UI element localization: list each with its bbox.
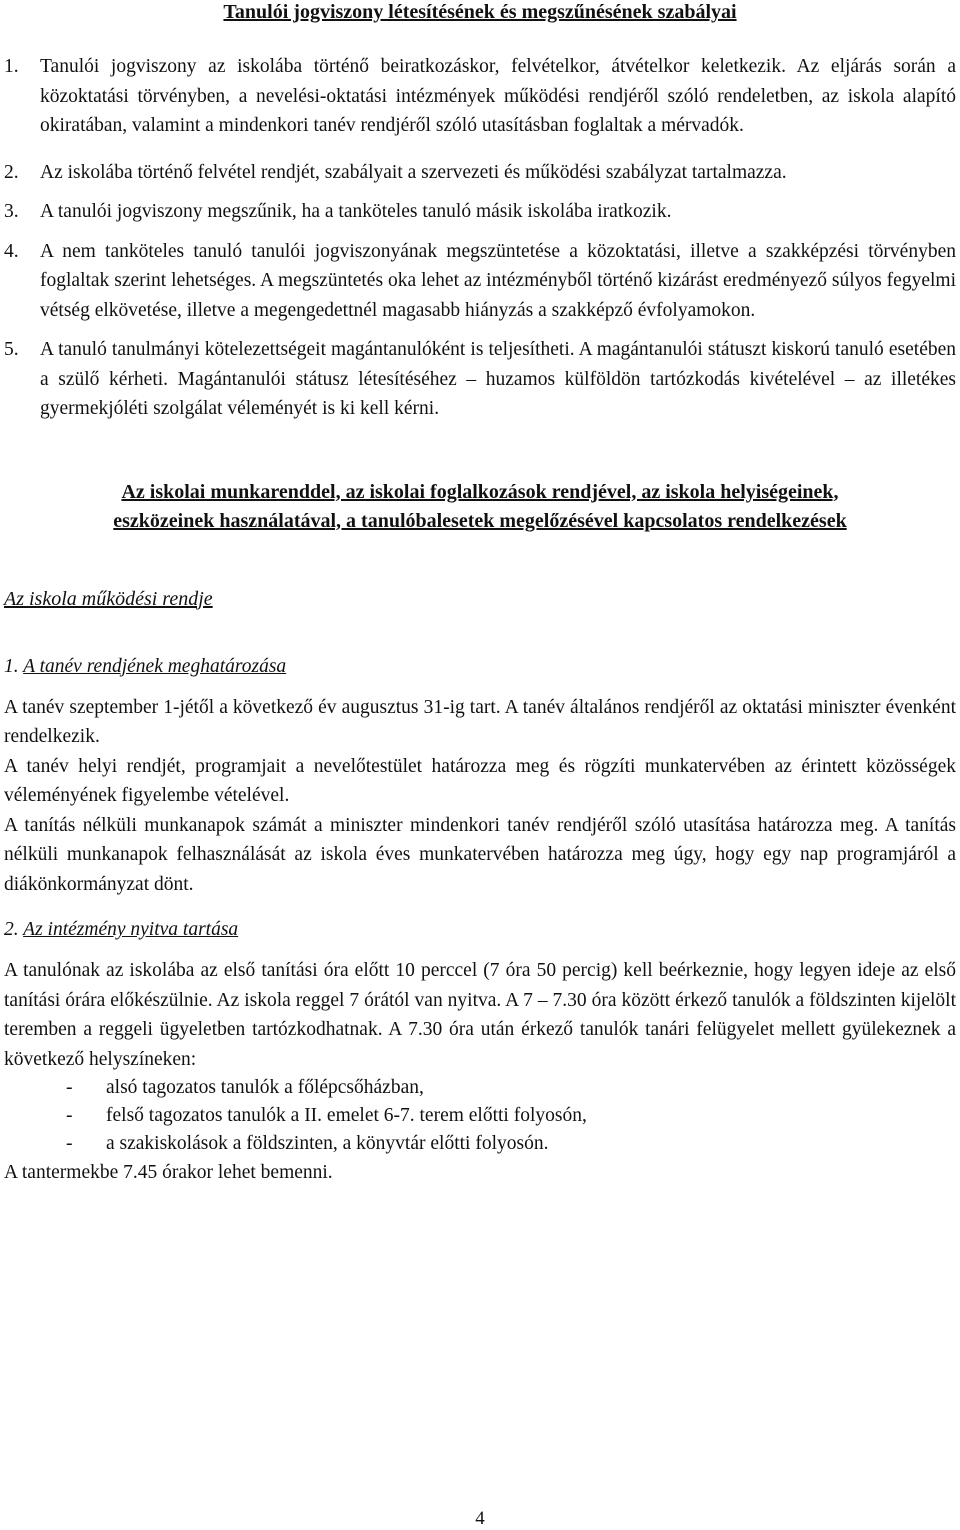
- list-item: [4, 158, 956, 188]
- paragraph: A tantermekbe 7.45 órakor lehet bemenni.: [4, 1162, 333, 1183]
- item-text: felső tagozatos tanulók a II. emelet 6-7. terem előtti folyosón,: [106, 1105, 587, 1126]
- item-number: 4.: [4, 240, 19, 262]
- part-title: A tanév rendjének meghatározása: [23, 655, 287, 677]
- paragraph: A tanítás nélküli munkanapok számát a miniszter mindenkori tanév rendjéről szóló utasítása határozza meg. A tanítás nélküli munkanapok felhasználását az iskola éves munkatervében határozza meg úgy, hogy egy nap programjáról a diákönkormányzat dönt.: [4, 814, 956, 895]
- item-number: 2.: [4, 161, 19, 183]
- list-item: [4, 1130, 956, 1158]
- rules-list: [4, 52, 956, 424]
- list-dash: -: [66, 1105, 73, 1126]
- part-number: 2.: [4, 919, 19, 940]
- item-number: 5.: [4, 339, 19, 360]
- page-number: 4: [475, 1508, 485, 1529]
- section-heading-line: eszközeinek használatával, a tanulóbalesetek megelőzésével kapcsolatos rendelkezések: [113, 509, 847, 532]
- item-text: alsó tagozatos tanulók a főlépcsőházban,: [106, 1077, 424, 1098]
- item-text: Tanulói jogviszony az iskolába történő beiratkozáskor, felvételkor, átvételkor keletkezik. Az eljárás során a közoktatási törvényben, a nevelési-oktatási intézmények működési rendjéről szóló rendeletben, az iskola alapító okiratában, valamint a mindenkori tanév rendjéről szóló utasításban foglaltak a mérvadók.: [40, 56, 956, 136]
- paragraph: A tanulónak az iskolába az első tanítási óra előtt 10 perccel (7 óra 50 percig) kell beérkeznie, hogy legyen ideje az első tanítási órára előkészülnie. Az iskola reggel 7 órától van nyitva. A 7 – 7.30 óra között érkező tanulók a földszinten kijelölt teremben a reggeli ügyeletben tartózkodhatnak. A 7.30 óra után érkező tanulók tanári felügyelet mellett gyülekeznek a következő helyszíneken:: [4, 960, 956, 1070]
- page-title: Tanulói jogviszony létesítésének és megszűnésének szabályai: [223, 1, 737, 23]
- location-list: [4, 1074, 956, 1158]
- list-item: [4, 1074, 956, 1102]
- item-number: 3.: [4, 201, 19, 222]
- part-number: 1.: [4, 655, 19, 677]
- list-item: [4, 52, 956, 141]
- item-number: 1.: [4, 56, 19, 77]
- item-text: a szakiskolások a földszinten, a könyvtár előtti folyosón.: [106, 1133, 549, 1154]
- part-heading: [4, 915, 956, 944]
- list-item: [4, 1102, 956, 1130]
- item-text: Az iskolába történő felvétel rendjét, szabályait a szervezeti és működési szabályzat tartalmazza.: [40, 161, 787, 183]
- item-text: A tanuló tanulmányi kötelezettségeit magántanulóként is teljesítheti. A magántanulói státuszt kiskorú tanuló esetében a szülő kérheti. Magántanulói státusz létesítéséhez – huzamos külföldön tartózkodás kivételével – az illetékes gyermekjóléti szolgálat véleményét is ki kell kérni.: [40, 339, 956, 419]
- list-item: [4, 237, 956, 326]
- section-heading-line: Az iskolai munkarenddel, az iskolai foglalkozások rendjével, az iskola helyiségeinek,: [121, 480, 839, 503]
- document-page: [4, 0, 956, 1188]
- list-dash: -: [66, 1133, 73, 1154]
- list-item: [4, 335, 956, 424]
- list-dash: -: [66, 1077, 73, 1098]
- sub-heading: Az iskola működési rendje: [4, 587, 213, 610]
- item-text: A tanulói jogviszony megszűnik, ha a tanköteles tanuló másik iskolába iratkozik.: [40, 201, 672, 222]
- paragraph: A tanév helyi rendjét, programjait a nevelőtestület határozza meg és rögzíti munkatervében az érintett közösségek véleményének figyelembe vételével.: [4, 755, 956, 806]
- part-heading: [4, 652, 956, 681]
- section-heading: [4, 478, 956, 536]
- part-title: Az intézmény nyitva tartása: [23, 919, 239, 940]
- paragraph: A tanév szeptember 1-jétől a következő év augusztus 31-ig tart. A tanév általános rendjéről az oktatási miniszter évenként rendelkezik.: [4, 696, 956, 747]
- item-text: A nem tanköteles tanuló tanulói jogviszonyának megszüntetése a közoktatási, illetve a szakképzési törvényben foglaltak szerint lehetséges. A megszüntetés oka lehet az intézményből történő kizárást eredményező súlyos fegyelmi vétség elkövetése, illetve a megengedettnél magasabb hiányzás a szakképző évfolyamokon.: [40, 240, 956, 321]
- list-item: [4, 197, 956, 227]
